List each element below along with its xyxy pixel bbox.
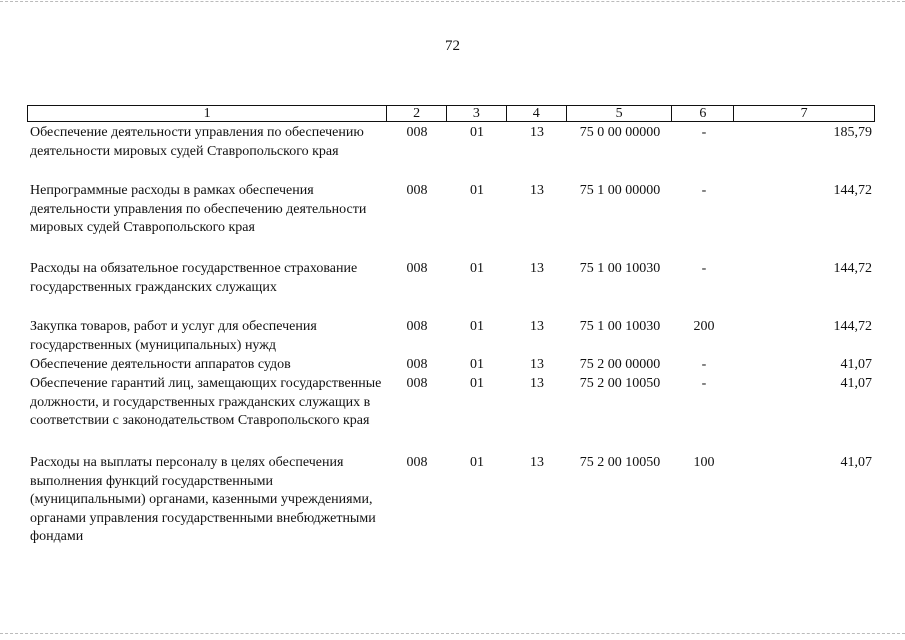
row-col-2: 008: [406, 455, 428, 470]
row-name: Обеспечение деятельности управления по обеспечению деятельности мировых судей Ставропольского края: [30, 125, 364, 159]
row-col-2: 008: [406, 319, 428, 334]
row-amount: 185,79: [833, 125, 872, 140]
row-col-5: 75 1 00 10030: [579, 261, 661, 276]
row-col-6: 100: [693, 455, 715, 470]
row-col-5: 75 2 00 10050: [579, 455, 661, 470]
page-number: 72: [445, 38, 460, 54]
row-col-5: 75 2 00 10050: [579, 376, 661, 391]
row-col-2: 008: [406, 261, 428, 276]
table-header: [27, 105, 875, 122]
row-amount: 144,72: [833, 261, 872, 276]
header-col-7: 7: [800, 106, 808, 121]
row-col-3: 01: [470, 125, 484, 140]
row-amount: 144,72: [833, 319, 872, 334]
header-col-2: 2: [387, 106, 447, 121]
row-amount: 144,72: [833, 183, 872, 198]
header-col-5: 5: [567, 106, 673, 121]
header-col-1: 1: [28, 106, 387, 121]
row-col-3: 01: [470, 183, 484, 198]
row-col-4: 13: [530, 319, 544, 334]
scan-edge-top: [0, 1, 905, 2]
row-col-6: -: [701, 125, 707, 140]
header-col-4: 4: [507, 106, 567, 121]
row-name: Расходы на выплаты персоналу в целях обеспечения выполнения функций государственными (муниципальными) органами, казенными учреждениями, органами управления государственными внебюджетными фондами: [30, 455, 376, 544]
row-col-5: 75 2 00 00000: [579, 357, 661, 372]
row-col-5: 75 1 00 10030: [579, 319, 661, 334]
row-col-5: 75 0 00 00000: [579, 125, 661, 140]
row-col-6: -: [701, 261, 707, 276]
row-col-4: 13: [530, 261, 544, 276]
header-col-6: 6: [672, 106, 734, 121]
row-name: Расходы на обязательное государственное страхование государственных гражданских служащих: [30, 261, 358, 295]
row-col-4: 13: [530, 357, 544, 372]
row-col-5: 75 1 00 00000: [579, 183, 661, 198]
row-col-3: 01: [470, 357, 484, 372]
row-col-3: 01: [470, 455, 484, 470]
row-col-6: 200: [693, 319, 715, 334]
row-col-6: -: [701, 183, 707, 198]
row-amount: 41,07: [840, 376, 872, 391]
row-col-3: 01: [470, 376, 484, 391]
row-col-4: 13: [530, 455, 544, 470]
row-name: Обеспечение гарантий лиц, замещающих государственные должности, и государственных гражданских служащих в соответствии с законодательством Ставропольского края: [30, 376, 382, 428]
row-col-3: 01: [470, 261, 484, 276]
scan-edge-bottom: [0, 633, 905, 634]
row-amount: 41,07: [840, 455, 872, 470]
row-col-6: -: [701, 357, 707, 372]
row-name: Непрограммные расходы в рамках обеспечения деятельности управления по обеспечению деятельности мировых судей Ставропольского края: [30, 183, 367, 235]
row-col-4: 13: [530, 183, 544, 198]
header-col-3: 3: [447, 106, 507, 121]
row-name: Обеспечение деятельности аппаратов судов: [30, 357, 291, 372]
row-name: Закупка товаров, работ и услуг для обеспечения государственных (муниципальных) нужд: [30, 319, 317, 353]
row-amount: 41,07: [840, 357, 872, 372]
row-col-4: 13: [530, 376, 544, 391]
row-col-6: -: [701, 376, 707, 391]
row-col-2: 008: [406, 357, 428, 372]
row-col-4: 13: [530, 125, 544, 140]
row-col-2: 008: [406, 125, 428, 140]
row-col-3: 01: [470, 319, 484, 334]
row-col-2: 008: [406, 183, 428, 198]
row-col-2: 008: [406, 376, 428, 391]
